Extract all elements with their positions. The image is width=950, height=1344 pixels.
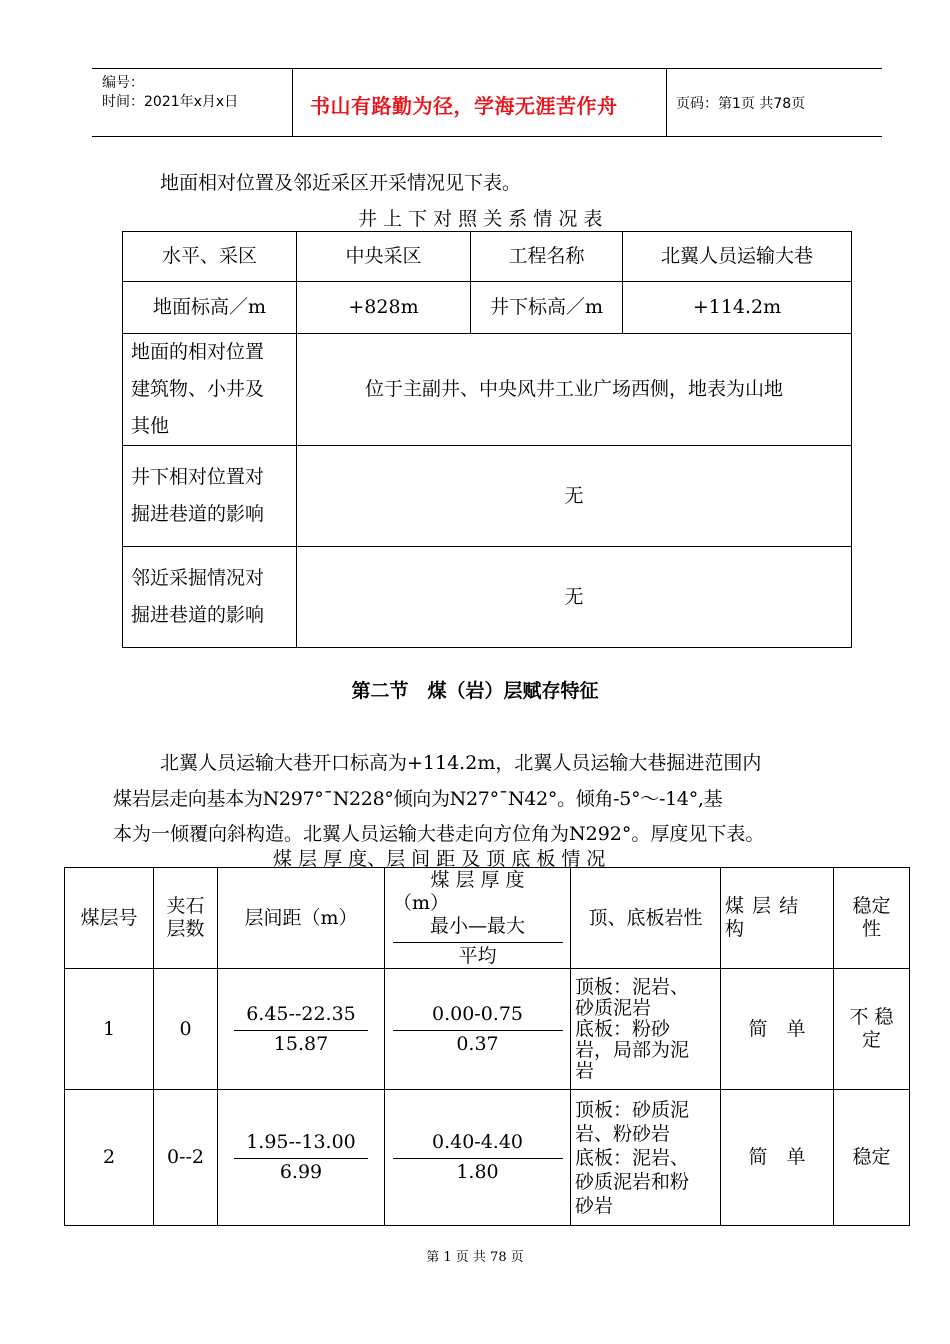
value-cell: 北翼人员运输大巷	[623, 232, 852, 282]
fraction-bottom: 6.99	[279, 1161, 323, 1183]
thickness-cell	[385, 1090, 571, 1226]
column-header: 煤层号	[65, 868, 154, 969]
paragraph-line: 本为一倾覆向斜构造。北翼人员运输大巷走向方位角为N292°。厚度见下表。	[113, 823, 765, 845]
table-row	[123, 547, 852, 648]
fraction-top: 6.45--22.35	[234, 1003, 368, 1031]
seam-cell: 2	[65, 1090, 154, 1226]
interval-cell	[218, 969, 385, 1090]
thickness-fraction	[393, 1131, 563, 1184]
text-line: 岩，局部为泥	[575, 1038, 690, 1061]
interval-fraction	[234, 1131, 368, 1184]
text-line: 岩	[575, 1059, 595, 1082]
label-cell	[123, 547, 297, 648]
page-label: 页码：第1页 共78页	[676, 96, 806, 112]
value-cell: 中央采区	[297, 232, 471, 282]
header-top-rule	[92, 68, 882, 69]
text-line: 砂质泥岩和粉	[575, 1170, 690, 1193]
header-bottom-rule	[92, 136, 882, 137]
label-line: 邻近采掘情况对	[131, 567, 265, 589]
text-line: 底板：粉砂	[575, 1017, 671, 1040]
fraction-top: 1.95--13.00	[234, 1131, 368, 1159]
column-header: 层间距（m）	[218, 868, 385, 969]
header-line: 稳定	[852, 895, 891, 917]
text-line: 岩、粉砂岩	[575, 1122, 671, 1145]
table-row	[123, 334, 852, 446]
text-line: 底板：泥岩、	[575, 1146, 690, 1169]
table2-caption: 煤 层 厚 度、层 间 距 及 顶 底 板 情 况	[273, 848, 606, 870]
table-row	[123, 282, 852, 334]
fraction-bottom: 0.37	[456, 1032, 499, 1055]
label-line: 井下相对位置对	[131, 466, 265, 488]
seam-cell: 1	[65, 969, 154, 1090]
header-cell: 井下标高／m	[471, 282, 623, 334]
label-line: 地面的相对位置	[131, 341, 265, 363]
header-line: （m）	[393, 891, 450, 914]
parting-cell: 0--2	[154, 1090, 218, 1226]
value-cell: 无	[297, 547, 852, 648]
table-row	[65, 1090, 910, 1226]
label-line: 掘进巷道的影响	[131, 503, 265, 525]
seam-table	[64, 867, 910, 1226]
header-line: 夹石	[166, 895, 205, 917]
table-row	[123, 232, 852, 282]
header-line: 层数	[166, 918, 205, 940]
structure-cell: 简 单	[721, 1090, 834, 1226]
label-cell	[123, 334, 297, 446]
fraction-bottom: 平均	[458, 944, 497, 967]
roof-floor-cell	[571, 969, 721, 1090]
intro-text: 地面相对位置及邻近采区开采情况见下表。	[160, 172, 522, 194]
label-line: 其他	[131, 415, 170, 437]
comparison-table	[122, 231, 852, 648]
header-divider	[292, 68, 293, 136]
value-cell: +114.2m	[623, 282, 852, 334]
fraction-top: 0.00-0.75	[393, 1003, 563, 1031]
fraction-bottom: 1.80	[456, 1161, 499, 1183]
header-line: 性	[861, 918, 881, 940]
column-header	[385, 868, 571, 969]
text-line: 砂质泥岩	[575, 996, 652, 1019]
paragraph-line: 北翼人员运输大巷开口标高为+114.2m，北翼人员运输大巷掘进范围内	[160, 752, 762, 774]
column-header	[834, 868, 910, 969]
date-label: 时间：2021年x月x日	[102, 94, 239, 110]
text-line: 砂岩	[575, 1194, 614, 1217]
thickness-fraction	[393, 1003, 563, 1056]
serial-label: 编号：	[102, 75, 144, 91]
fraction-bottom: 15.87	[273, 1032, 329, 1055]
structure-cell: 简 单	[721, 969, 834, 1090]
thickness-fraction	[393, 915, 563, 968]
parting-cell: 0	[154, 969, 218, 1090]
column-header	[721, 868, 834, 969]
header-cell: 工程名称	[471, 232, 623, 282]
header-cell: 水平、采区	[123, 232, 297, 282]
value-cell: 位于主副井、中央风井工业广场西侧，地表为山地	[297, 334, 852, 446]
column-header	[154, 868, 218, 969]
text-line: 顶板：泥岩、	[575, 975, 690, 998]
column-header: 顶、底板岩性	[571, 868, 721, 969]
table1-caption: 井 上 下 对 照 关 系 情 况 表	[358, 208, 603, 230]
fraction-top: 0.40-4.40	[393, 1131, 563, 1159]
table-row	[65, 969, 910, 1090]
interval-cell	[218, 1090, 385, 1226]
label-line: 建筑物、小井及	[131, 378, 265, 400]
fraction-top: 最小—最大	[393, 915, 563, 943]
thickness-cell	[385, 969, 571, 1090]
label-line: 掘进巷道的影响	[131, 604, 265, 626]
text-line: 不 稳	[849, 1006, 894, 1028]
section-title: 第二节 煤（岩）层赋存特征	[351, 680, 599, 702]
header-line: 构	[725, 918, 745, 940]
header-motto: 书山有路勤为径，学海无涯苦作舟	[310, 94, 618, 118]
table-row	[123, 446, 852, 547]
value-cell: 无	[297, 446, 852, 547]
label-cell	[123, 446, 297, 547]
value-cell: +828m	[297, 282, 471, 334]
header-cell: 地面标高／m	[123, 282, 297, 334]
header-line: 煤 层 厚 度	[430, 868, 525, 891]
stability-cell: 稳定	[834, 1090, 910, 1226]
stability-cell	[834, 969, 910, 1090]
paragraph-line: 煤岩层走向基本为N297°¯N228°倾向为N27°¯N42°。倾角-5°～-14°,基	[113, 788, 723, 810]
text-line: 定	[861, 1029, 881, 1051]
page-footer: 第 1 页 共 78 页	[426, 1250, 524, 1265]
table-header-row	[65, 868, 910, 969]
header-line: 煤 层 结	[725, 895, 800, 917]
header-divider	[666, 68, 667, 136]
interval-fraction	[234, 1003, 368, 1056]
roof-floor-cell	[571, 1090, 721, 1226]
text-line: 顶板：砂质泥	[575, 1098, 690, 1121]
